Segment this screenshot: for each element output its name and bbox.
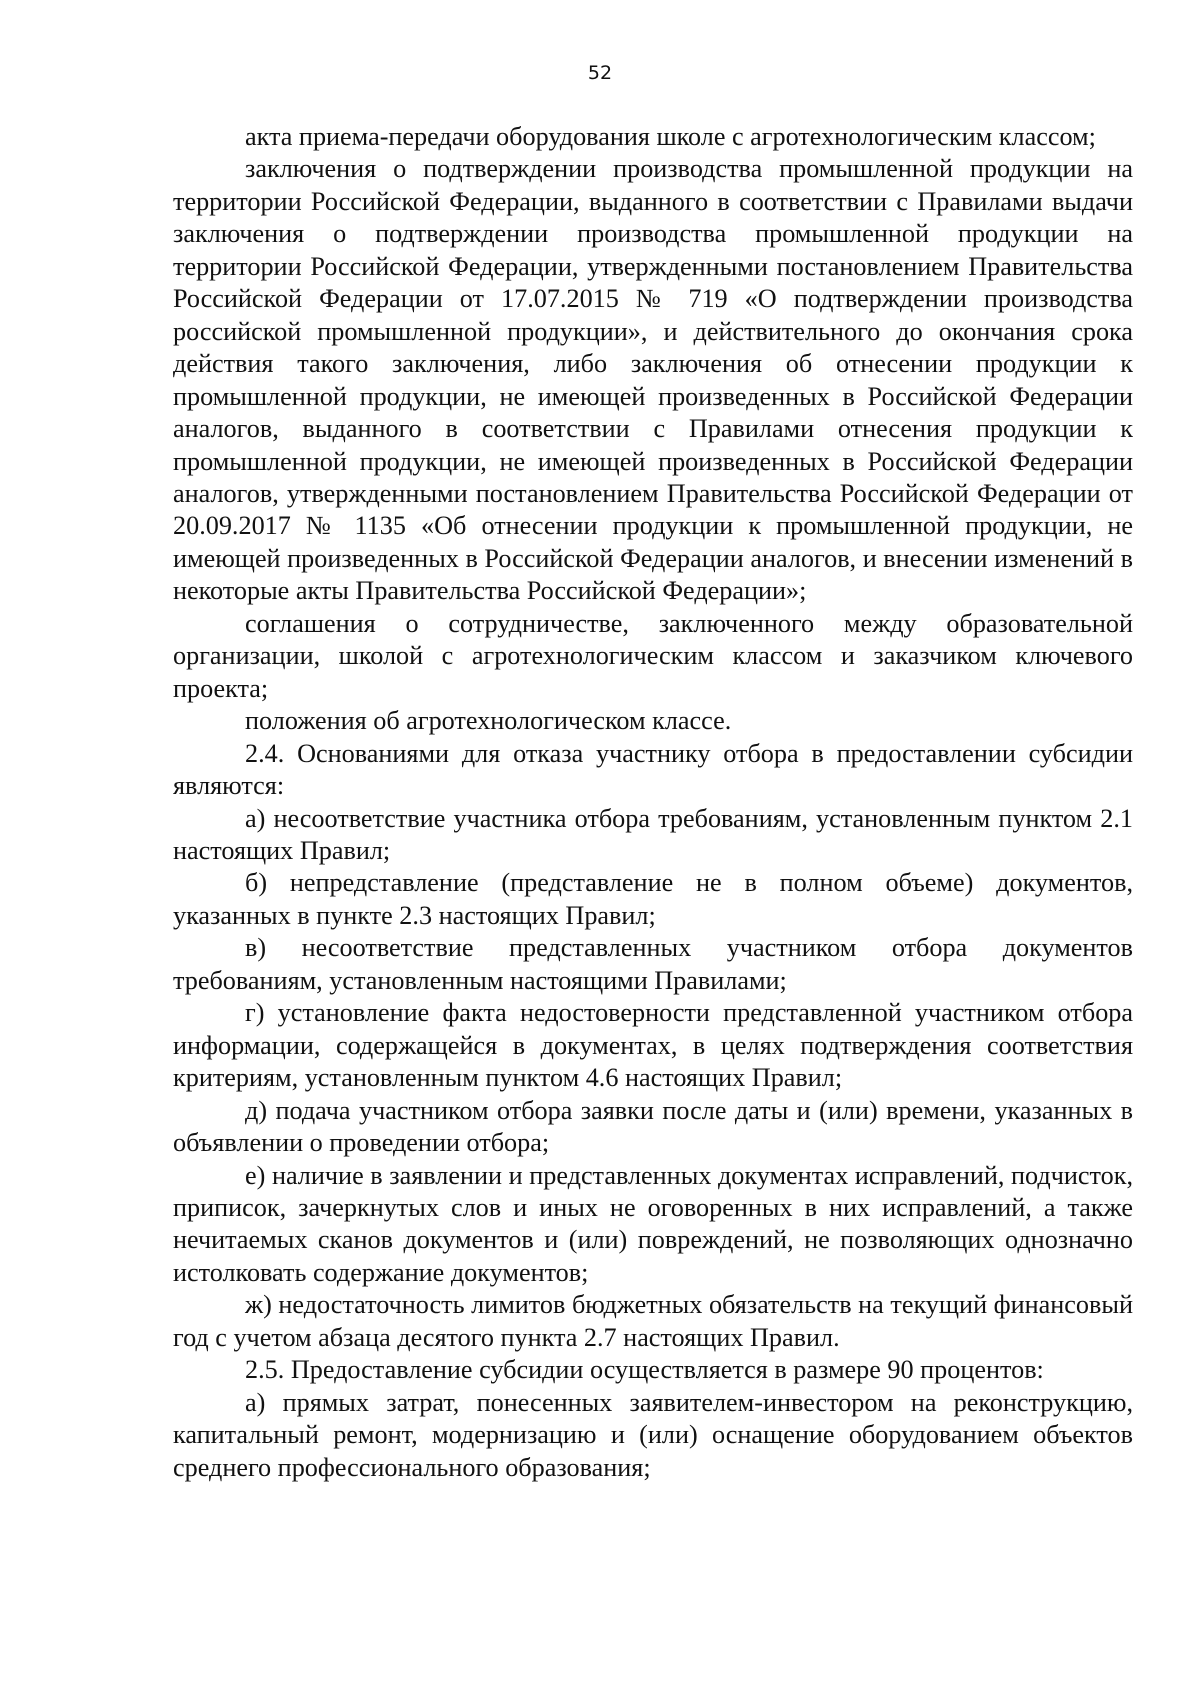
- document-body: [173, 121, 1133, 1484]
- paragraph-act-transfer: акта приема-передачи оборудования школе с агротехнологическим классом;: [245, 122, 1096, 151]
- paragraph-2-4-refusal-grounds: 2.4. Основаниями для отказа участнику отбора в предоставлении субсидии являются:: [173, 738, 1133, 801]
- list-item-zh-insufficient-limits: ж) недостаточность лимитов бюджетных обязательств на текущий финансовый год с учетом абзаца десятого пункта 2.7 настоящих Правил.: [173, 1290, 1133, 1352]
- paragraph-2-5-subsidy-amount: 2.5. Предоставление субсидии осуществляется в размере 90 процентов:: [245, 1355, 1044, 1385]
- paragraph-conclusion-production: заключения о подтверждении производства промышленной продукции на территории Российской Федерации, выданного в соответствии с Правилами выдачи заключения о подтверждении производства промышленной продукции на территории Российской Федерации, утвержденными постановлением Правительства Российской Федерации от 17.07.2015 № 719 «О подтверждении производства российской промышленной продукции», и действительного до окончания срока действия такого заключения, либо заключения об отнесении продукции к промышленной продукции, не имеющей произведенных в Российской Федерации аналогов, выданного в соответствии с Правилами отнесения продукции к промышленной продукции, не имеющей произведенных в Российской Федерации аналогов, утвержденными постановлением Правительства Российской Федерации от 20.09.2017 № 1135 «Об отнесении продукции к промышленной продукции, не имеющей произведенных в Российской Федерации аналогов, и внесении изменений в некоторые акты Правительства Российской Федерации»;: [173, 154, 1133, 606]
- list-item-d-late-submission: д) подача участником отбора заявки после даты и (или) времени, указанных в объявлении о проведении отбора;: [173, 1095, 1133, 1158]
- list-item-a-nonconformity: а) несоответствие участника отбора требованиям, установленным пунктом 2.1 настоящих Правил;: [173, 803, 1133, 865]
- list-item-e-corrections: е) наличие в заявлении и представленных документах исправлений, подчисток, приписок, зачеркнутых слов и иных не оговоренных в них исправлений, а также нечитаемых сканов документов и (или) повреждений, не позволяющих однозначно истолковать содержание документов;: [173, 1160, 1133, 1287]
- list-item-b-nonsubmission: б) непредставление (представление не в полном объеме) документов, указанных в пункте 2.3 настоящих Правил;: [173, 868, 1133, 930]
- paragraph-agrotech-class-regulation: положения об агротехнологическом классе.: [245, 706, 732, 736]
- list-item-g-unreliable-info: г) установление факта недостоверности представленной участником отбора информации, содержащейся в документах, в целях подтверждения соответствия критериям, установленным пунктом 4.6 настоящих Правил;: [173, 998, 1133, 1093]
- paragraph-cooperation-agreement: соглашения о сотрудничестве, заключенного между образовательной организации, школой с агротехнологическим классом и заказчиком ключевого проекта;: [173, 608, 1133, 703]
- page-number: 52: [587, 62, 613, 84]
- list-item-a-direct-costs: а) прямых затрат, понесенных заявителем-инвестором на реконструкцию, капитальный ремонт, модернизацию и (или) оснащение оборудованием объектов среднего профессионального образования;: [173, 1387, 1133, 1482]
- list-item-v-documents-nonconformity: в) несоответствие представленных участником отбора документов требованиям, установленным настоящими Правилами;: [173, 933, 1133, 995]
